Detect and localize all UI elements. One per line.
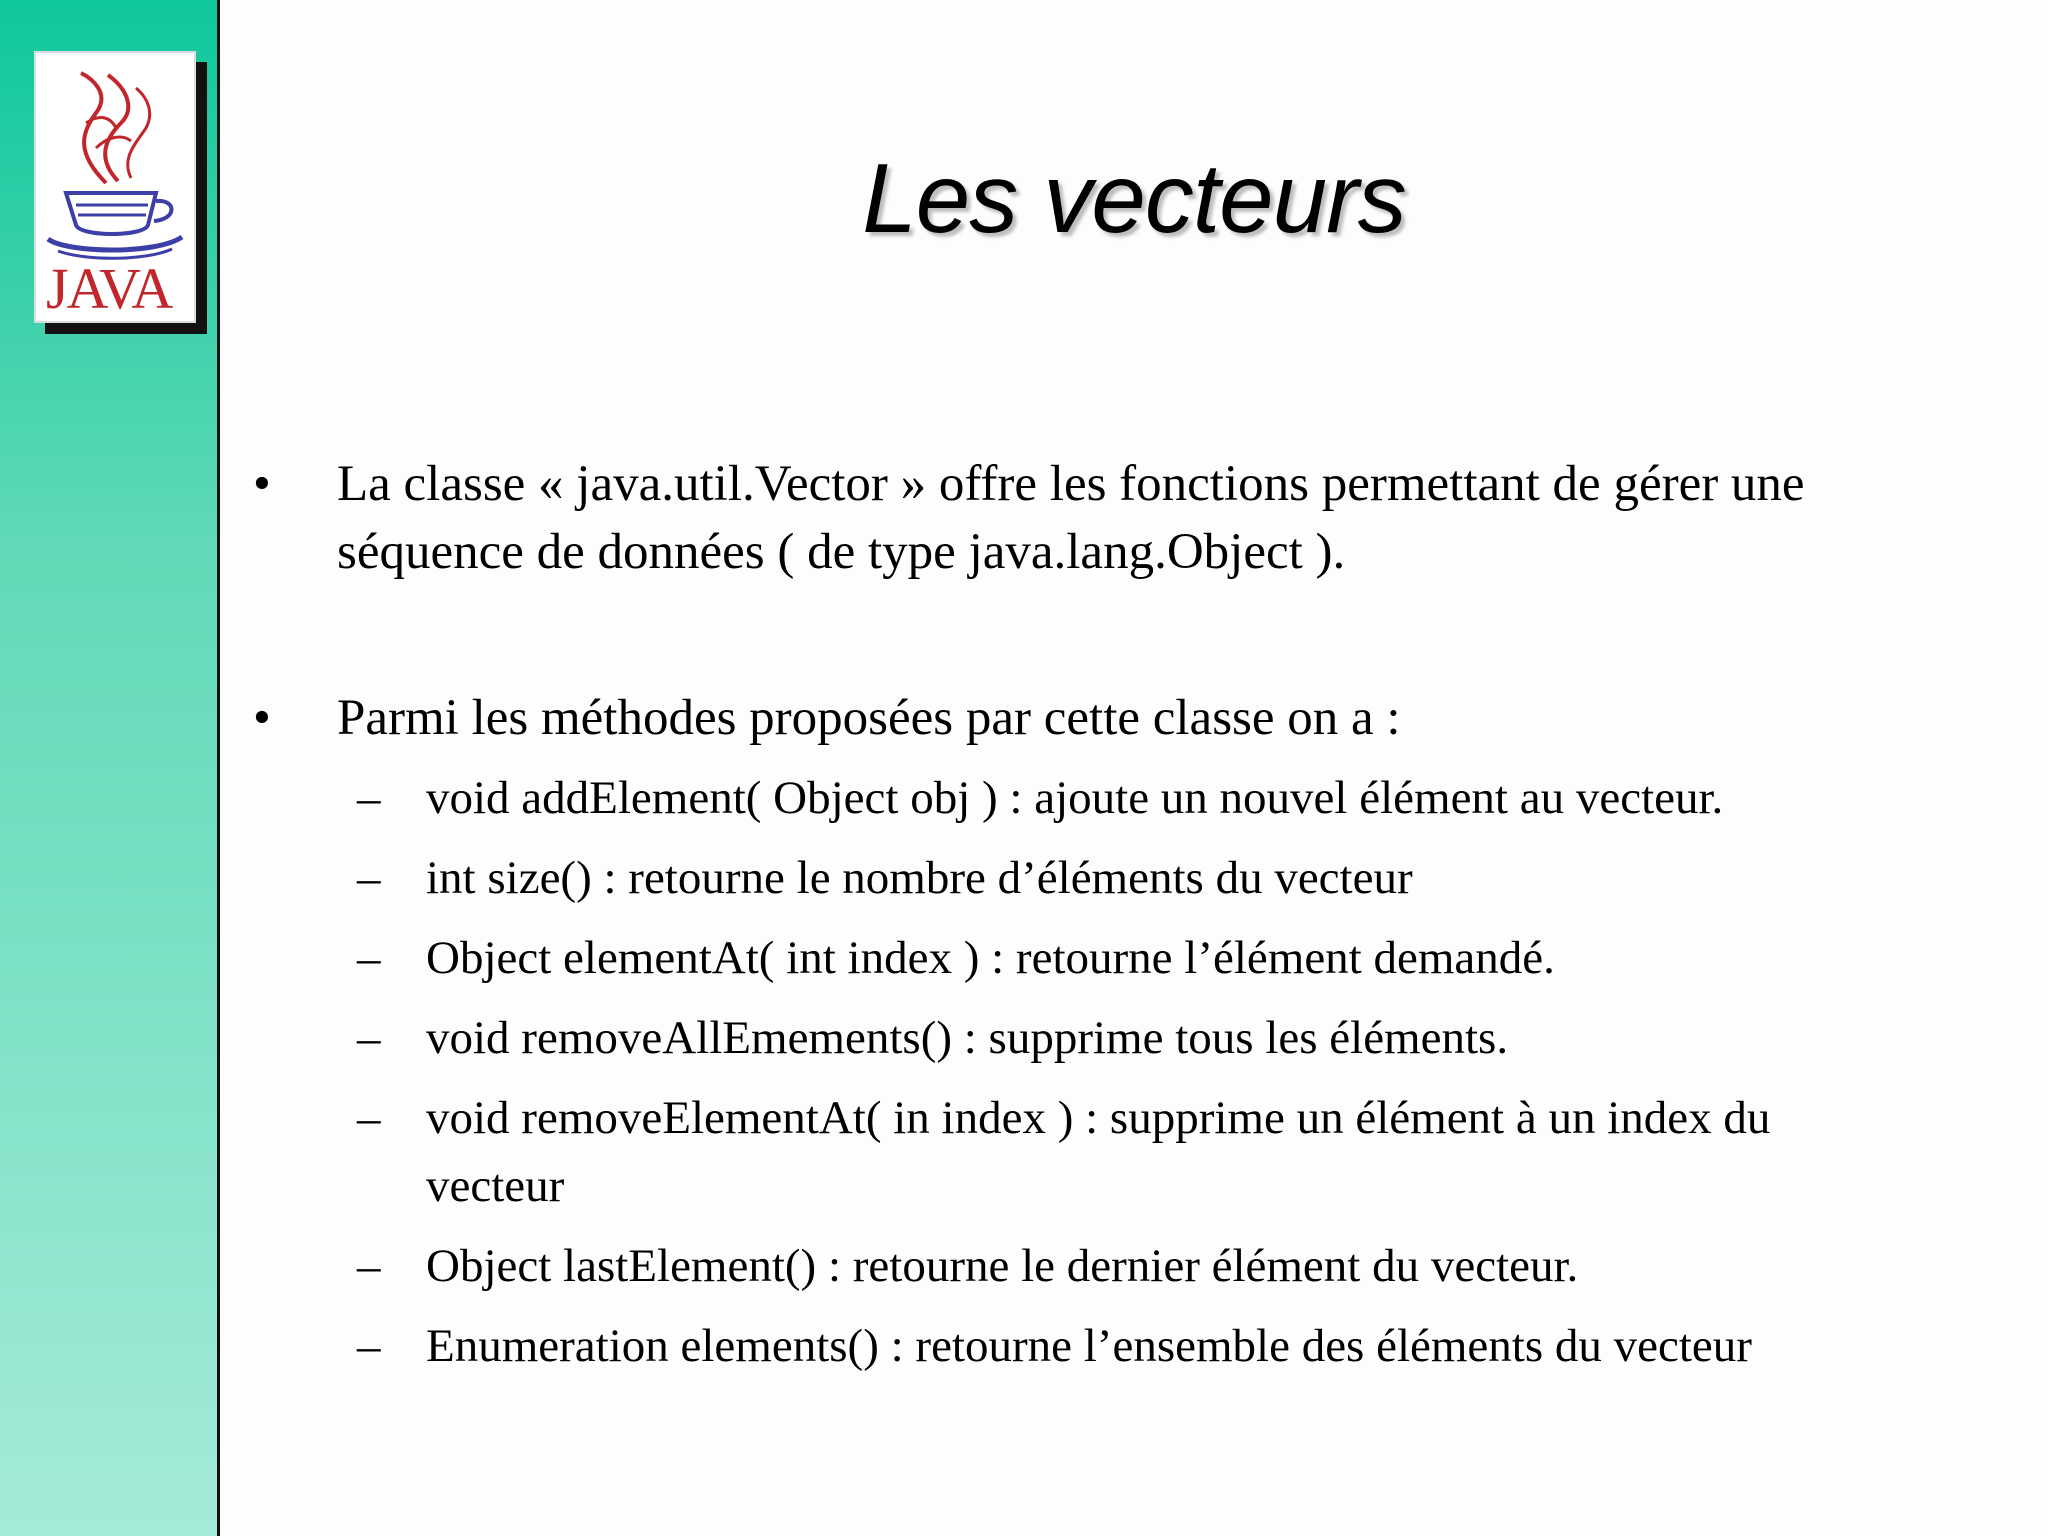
slide-title: Les vecteurs — [862, 143, 1406, 253]
method-text: void addElement( Object obj ) : ajoute un nouvel élément au vecteur. — [426, 772, 1724, 824]
method-item — [253, 764, 1913, 832]
method-item — [253, 1004, 1913, 1072]
method-text: Object lastElement() : retourne le dernier élément du vecteur. — [426, 1240, 1579, 1292]
method-text: void removeAllEmements() : supprime tous les éléments. — [426, 1012, 1509, 1064]
dash-marker: – — [357, 1240, 381, 1292]
bullet-marker: • — [253, 456, 271, 512]
method-item — [253, 1312, 1913, 1380]
dash-marker: – — [357, 1092, 381, 1144]
java-logo — [34, 51, 196, 323]
method-item — [253, 924, 1913, 992]
method-list — [253, 764, 1913, 1380]
java-coffee-cup-icon — [36, 53, 194, 321]
bullet-item — [253, 684, 1913, 752]
slide-body — [253, 450, 1913, 1380]
bullet-text: Parmi les méthodes proposées par cette classe on a : — [337, 690, 1401, 746]
dash-marker: – — [357, 1012, 381, 1064]
bullet-marker: • — [253, 690, 271, 746]
bullet-text: La classe « java.util.Vector » offre les fonctions permettant de gérer une séquence de données ( de type java.lang.Object ). — [337, 456, 1805, 580]
logo-wordmark: JAVA — [46, 256, 172, 321]
dash-marker: – — [357, 852, 381, 904]
dash-marker: – — [357, 932, 381, 984]
method-text: void removeElementAt( in index ) : supprime un élément à un index du vecteur — [426, 1092, 1771, 1212]
method-item — [253, 844, 1913, 912]
method-text: int size() : retourne le nombre d’éléments du vecteur — [426, 852, 1413, 904]
method-item — [253, 1084, 1853, 1220]
method-text: Enumeration elements() : retourne l’ensemble des éléments du vecteur — [426, 1320, 1752, 1372]
dash-marker: – — [357, 1320, 381, 1372]
method-item — [253, 1232, 1913, 1300]
sidebar-band — [0, 0, 220, 1536]
bullet-item — [253, 450, 1913, 586]
method-text: Object elementAt( int index ) : retourne l’élément demandé. — [426, 932, 1555, 984]
dash-marker: – — [357, 772, 381, 824]
